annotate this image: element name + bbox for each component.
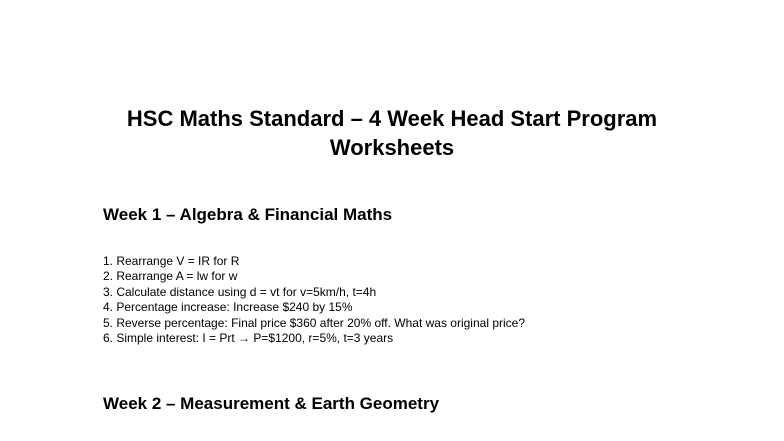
document-title <box>0 104 784 162</box>
question-item: 1. Rearrange V = IR for R <box>103 254 240 268</box>
question-item: 4. Percentage increase: Increase $240 by 15% <box>103 300 353 315</box>
document-title-line-2: Worksheets <box>329 135 455 160</box>
question-item: 6. Simple interest: I = Prt → P=$1200, r=5%, t=3 years <box>103 331 394 346</box>
week-1-question-list <box>103 254 525 346</box>
document-title-line-1: HSC Maths Standard – 4 Week Head Start Program <box>126 106 658 131</box>
question-item: 5. Reverse percentage: Final price $360 after 20% off. What was original price? <box>103 315 526 330</box>
section-heading-week-2: Week 2 – Measurement & Earth Geometry <box>103 394 440 413</box>
question-item: 2. Rearrange A = lw for w <box>103 269 238 284</box>
section-heading-week-1: Week 1 – Algebra & Financial Maths <box>103 205 393 224</box>
question-item: 3. Calculate distance using d = vt for v=5km/h, t=4h <box>103 284 377 299</box>
